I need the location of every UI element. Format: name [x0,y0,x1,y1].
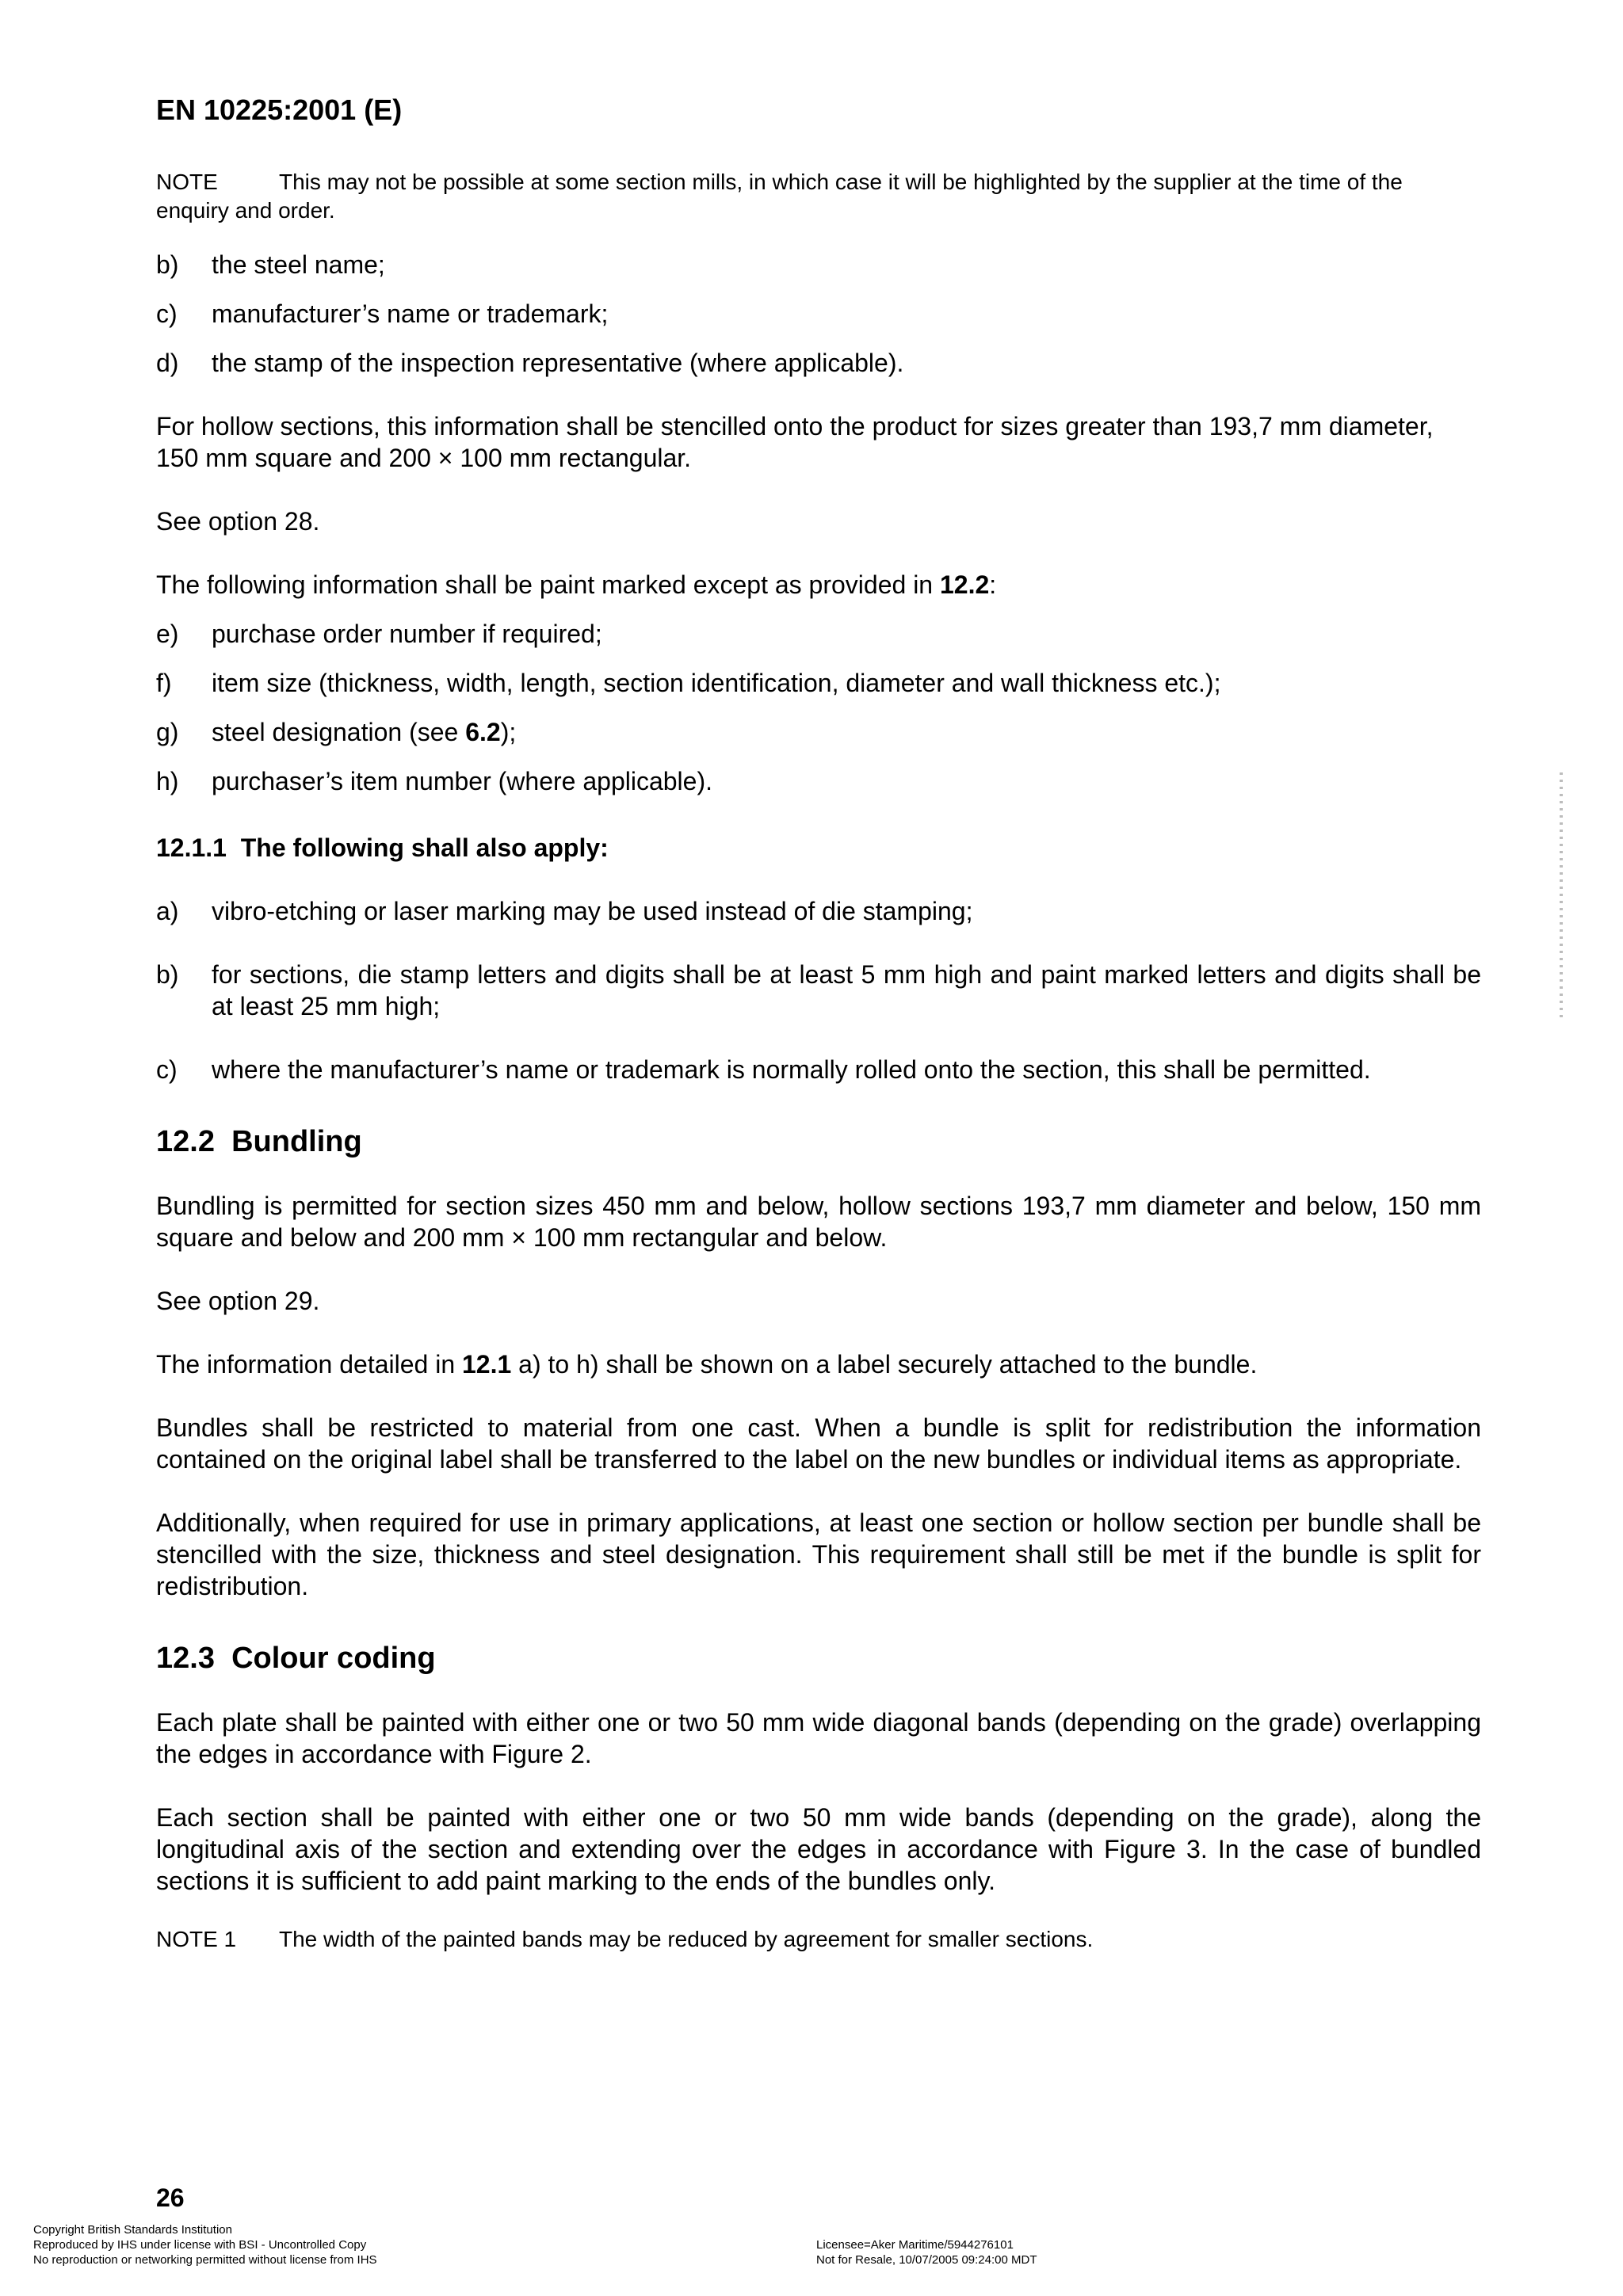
list-item [156,618,1481,650]
list-text: item size (thickness, width, length, section identification, diameter and wall thickness etc.); [212,669,1221,697]
footer-line: Copyright British Standards Institution [33,2223,232,2237]
list-apply [156,895,1481,1085]
see-option-28: See option 28. [156,507,320,536]
list-item [156,1054,1481,1085]
note-1 [156,1925,1481,1954]
paragraph-colour-coding-1: Each plate shall be painted with either one or two 50 mm wide diagonal bands (depending on the grade) overlapping the edges in accordance with Figure 2. [156,1708,1481,1768]
note-text: This may not be possible at some section mills, in which case it will be highlighted by the supplier at the time of the enquiry and order. [156,170,1403,223]
document-body [156,158,1481,1954]
list-marker: e) [156,620,179,648]
list-text: vibro-etching or laser marking may be used instead of die stamping; [212,897,973,925]
clause-reference: 6.2 [465,718,501,746]
page-number: 26 [156,2183,185,2212]
paragraph-bundling-2 [156,1348,1481,1380]
page-header-standard-id: EN 10225:2001 (E) [156,93,403,126]
note-tag: NOTE [156,170,218,194]
paragraph-text: The information detailed in [156,1350,462,1379]
list-text: where the manufacturer’s name or trademark is normally rolled onto the section, this shall be permitted. [212,1055,1371,1084]
list-b-d [156,249,1481,379]
footer-line: No reproduction or networking permitted without license from IHS [33,2253,377,2267]
list-marker: f) [156,669,172,697]
list-text: purchaser’s item number (where applicable). [212,767,712,795]
list-item [156,895,1481,927]
paragraph-hollow-sections: For hollow sections, this information shall be stencilled onto the product for sizes greater than 193,7 mm diameter, 150 mm square and 200 × 100 mm rectangular. [156,412,1434,472]
list-text: manufacturer’s name or trademark; [212,299,609,328]
list-item [156,249,1481,280]
footer-line: Licensee=Aker Maritime/5944276101 [816,2238,1014,2252]
list-marker: h) [156,767,179,795]
footer-license [816,2237,1037,2267]
footer-copyright [33,2222,377,2267]
list-marker: g) [156,718,179,746]
footer-line: Not for Resale, 10/07/2005 09:24:00 MDT [816,2253,1037,2267]
list-marker: c) [156,299,178,328]
list-text: for sections, die stamp letters and digits shall be at least 5 mm high and paint marked letters and digits shall be at least 25 mm high; [212,960,1481,1020]
paragraph-colour-coding-2: Each section shall be painted with either one or two 50 mm wide bands (depending on the grade), along the longitudinal axis of the section and extending over the edges in accordance with Figure 3. In the case of bundled sections it is sufficient to add paint marking to the ends of the bundles only. [156,1803,1481,1895]
section-heading-12-3: 12.3 Colour coding [156,1642,436,1675]
subclause-12-1-1-heading [156,832,1481,864]
list-text: the steel name; [212,250,385,279]
list-text-before: steel designation (see [212,718,466,746]
list-marker: b) [156,250,179,279]
paragraph-bundling-1: Bundling is permitted for section sizes 450 mm and below, hollow sections 193,7 mm diameter and below, 150 mm square and below and 200 mm × 100 mm rectangular and below. [156,1192,1481,1252]
paragraph-text: The following information shall be paint marked except as provided in [156,570,940,599]
list-item [156,347,1481,379]
section-heading-12-2: 12.2 Bundling [156,1125,362,1158]
note-top [156,168,1481,225]
list-item [156,959,1481,1022]
list-item [156,765,1481,797]
list-marker: a) [156,897,179,925]
list-marker: b) [156,960,179,989]
list-marker: d) [156,349,179,377]
paragraph-bundling-3: Bundles shall be restricted to material from one cast. When a bundle is split for redistribution the information contained on the original label shall be transferred to the label on the new bundles or individual items as appropriate. [156,1413,1481,1474]
list-text [212,716,1481,748]
list-text: the stamp of the inspection representative (where applicable). [212,349,904,377]
list-item [156,716,1481,748]
list-item [156,298,1481,330]
paragraph-text: : [989,570,997,599]
see-option-29: See option 29. [156,1287,320,1315]
footer-line: Reproduced by IHS under license with BSI - Uncontrolled Copy [33,2238,367,2252]
paragraph-text: a) to h) shall be shown on a label securely attached to the bundle. [511,1350,1258,1379]
note-tag: NOTE 1 [156,1927,237,1951]
list-text-after: ); [500,718,517,746]
paragraph-paint-marking [156,569,1481,601]
note-text: The width of the painted bands may be reduced by agreement for smaller sections. [279,1927,1094,1951]
list-item [156,667,1481,699]
subclause-number: 12.1.1 [156,833,227,862]
clause-reference: 12.1 [462,1350,512,1379]
subclause-title: The following shall also apply: [240,833,609,862]
list-text: purchase order number if required; [212,620,602,648]
paragraph-bundling-4: Additionally, when required for use in primary applications, at least one section or hollow section per bundle shall be stencilled with the size, thickness and steel designation. This requirement shall still be met if the bundle is split for redistribution. [156,1508,1481,1600]
list-e-h [156,618,1481,797]
margin-watermark-strip [1560,772,1563,1018]
clause-reference: 12.2 [939,570,990,599]
list-marker: c) [156,1055,178,1084]
